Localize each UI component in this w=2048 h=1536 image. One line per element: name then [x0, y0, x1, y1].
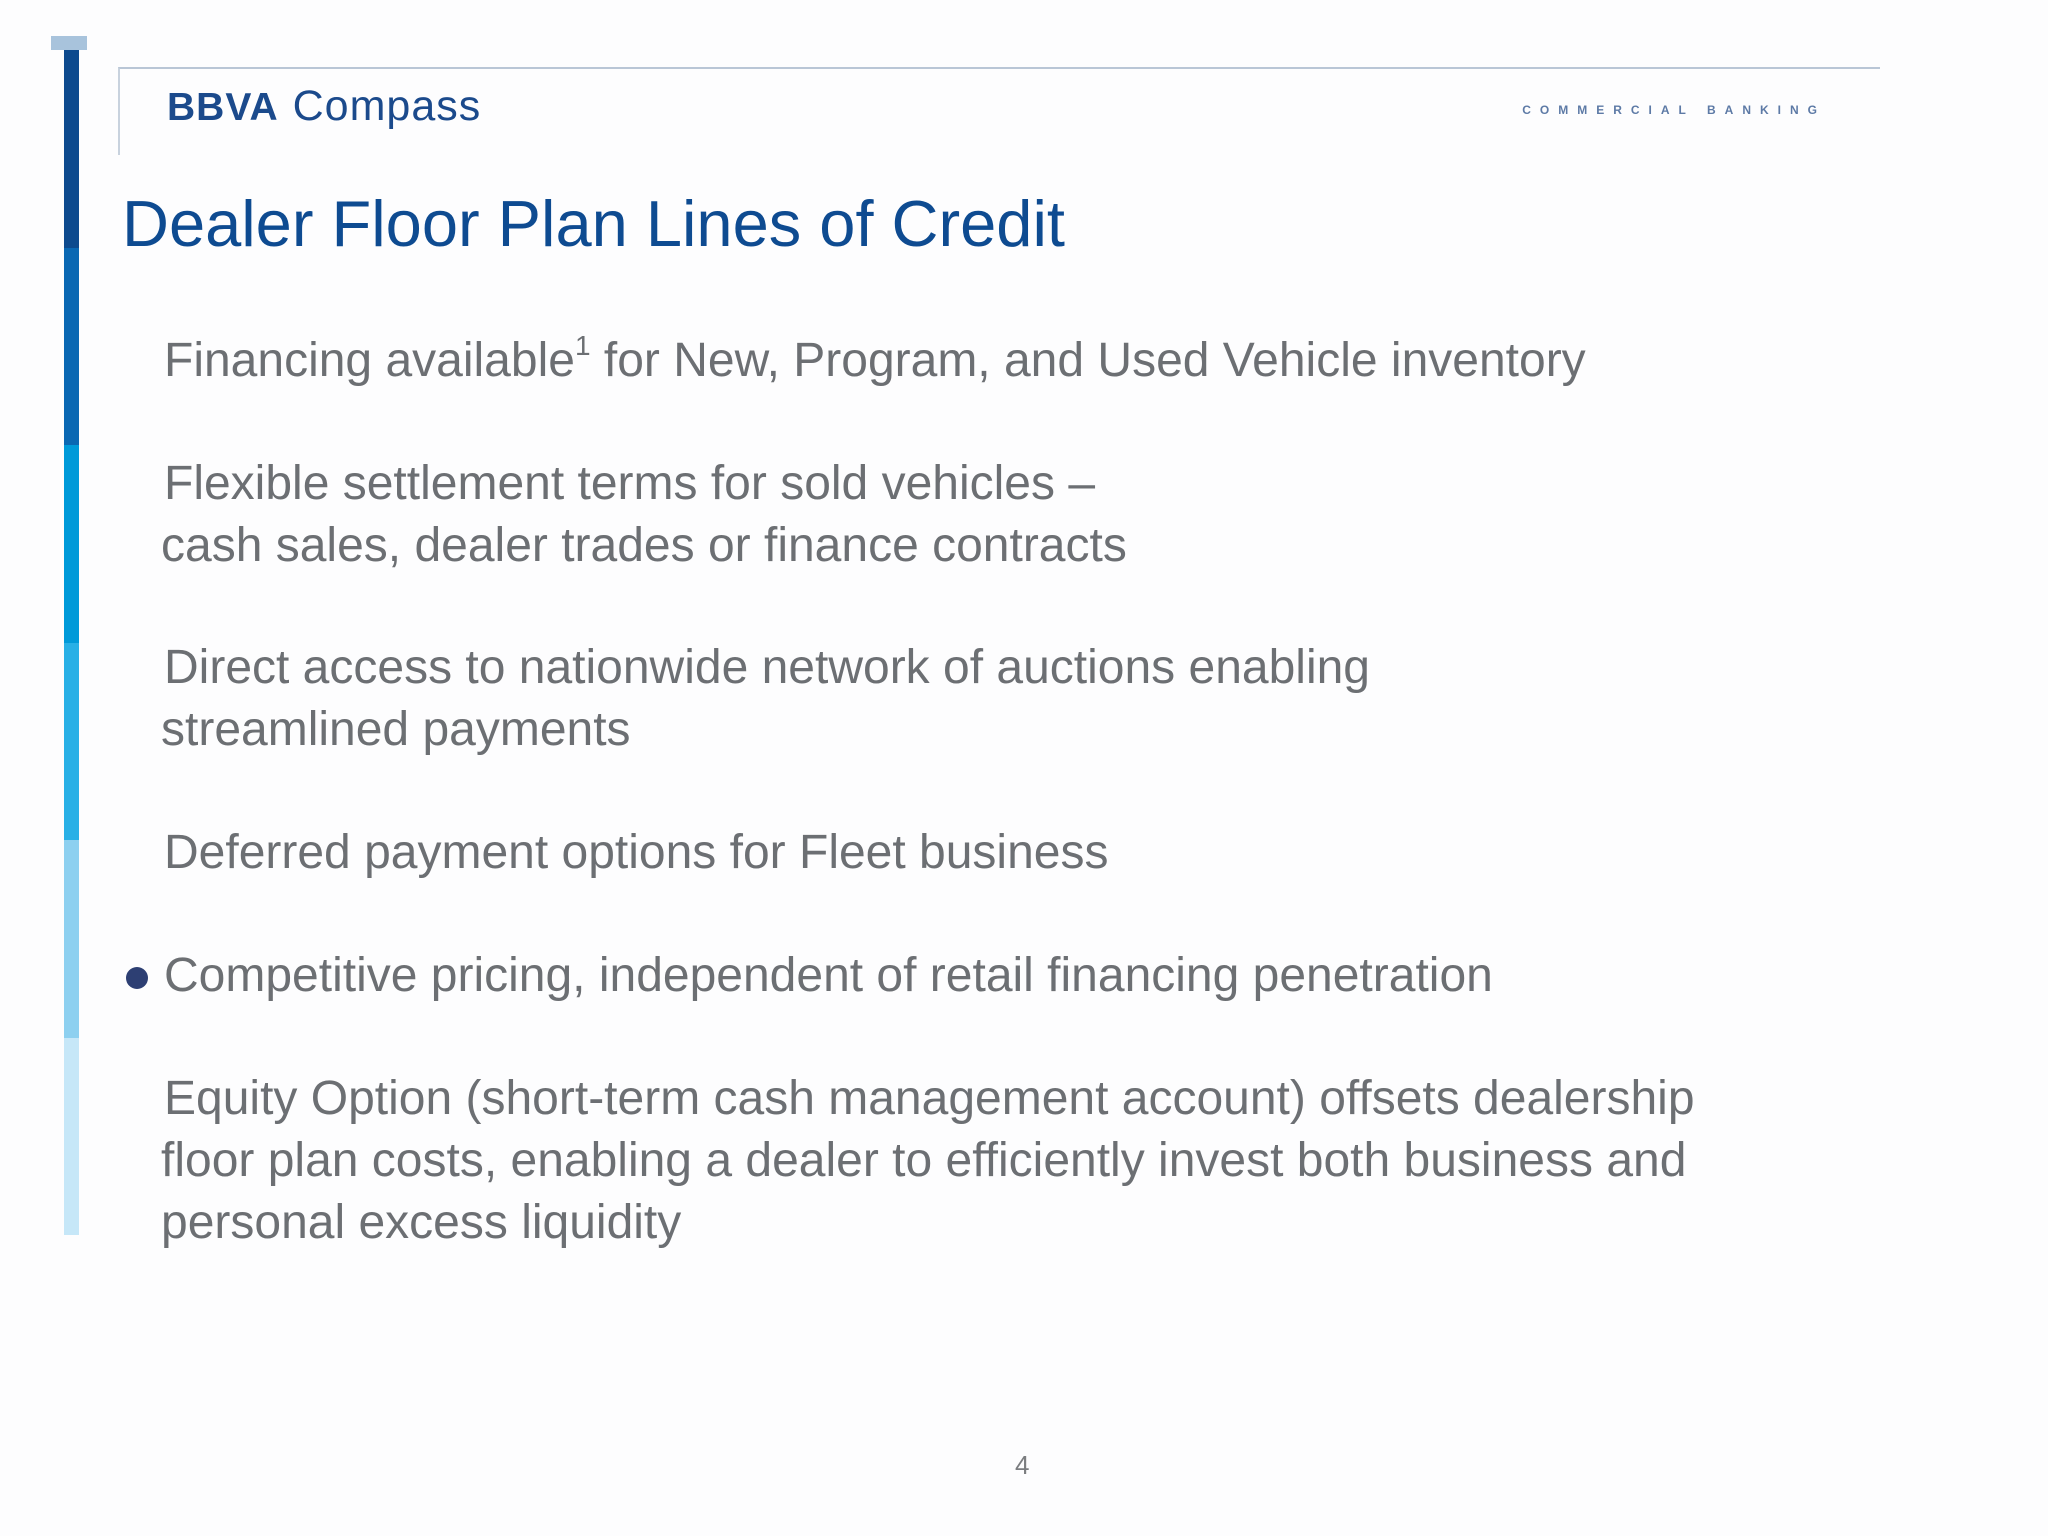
bullet-item — [161, 637, 1370, 761]
bullet-item — [164, 822, 1108, 884]
bullet-text: Deferred payment options for Fleet business — [164, 826, 1109, 879]
bullet-text: for New, Program, and Used Vehicle inventory — [590, 334, 1586, 387]
bullet-text: Flexible settlement terms for sold vehicles – — [164, 457, 1096, 510]
page-number: 4 — [1015, 1450, 1030, 1480]
bullet-text: Competitive pricing, independent of retail financing penetration — [164, 949, 1493, 1002]
bullet-item — [164, 330, 1586, 392]
side-bar-segment — [64, 50, 79, 248]
logo-compass-text: Compass — [292, 82, 482, 130]
side-bar-cap — [51, 36, 87, 50]
bullet-text: Financing available — [164, 334, 575, 387]
bullet-dot-icon — [126, 967, 148, 989]
bullet-text-continued: personal excess liquidity — [161, 1196, 682, 1249]
side-bar-segment — [64, 445, 79, 643]
bullet-text: Equity Option (short-term cash management account) offsets dealership — [164, 1072, 1695, 1125]
logo-bbva-text: BBVA — [167, 86, 279, 129]
bullet-text-continued: streamlined payments — [161, 703, 631, 756]
bbva-compass-logo — [167, 82, 481, 131]
side-bar-segment — [64, 248, 79, 446]
side-accent-bar — [64, 50, 79, 1235]
slide-title: Dealer Floor Plan Lines of Credit — [122, 187, 1065, 260]
bullet-item — [161, 453, 1127, 577]
bullet-item — [164, 945, 1493, 1007]
division-label: COMMERCIAL BANKING — [1522, 103, 1826, 117]
side-bar-segment — [64, 1038, 79, 1236]
side-bar-segment — [64, 643, 79, 841]
footnote-marker: 1 — [574, 330, 591, 361]
bullet-text-continued: floor plan costs, enabling a dealer to efficiently invest both business and — [161, 1134, 1687, 1187]
side-bar-segment — [64, 840, 79, 1038]
bullet-text-continued: cash sales, dealer trades or finance contracts — [161, 519, 1127, 572]
bullet-text: Direct access to nationwide network of auctions enabling — [164, 641, 1370, 694]
bullet-item — [161, 1068, 1695, 1254]
